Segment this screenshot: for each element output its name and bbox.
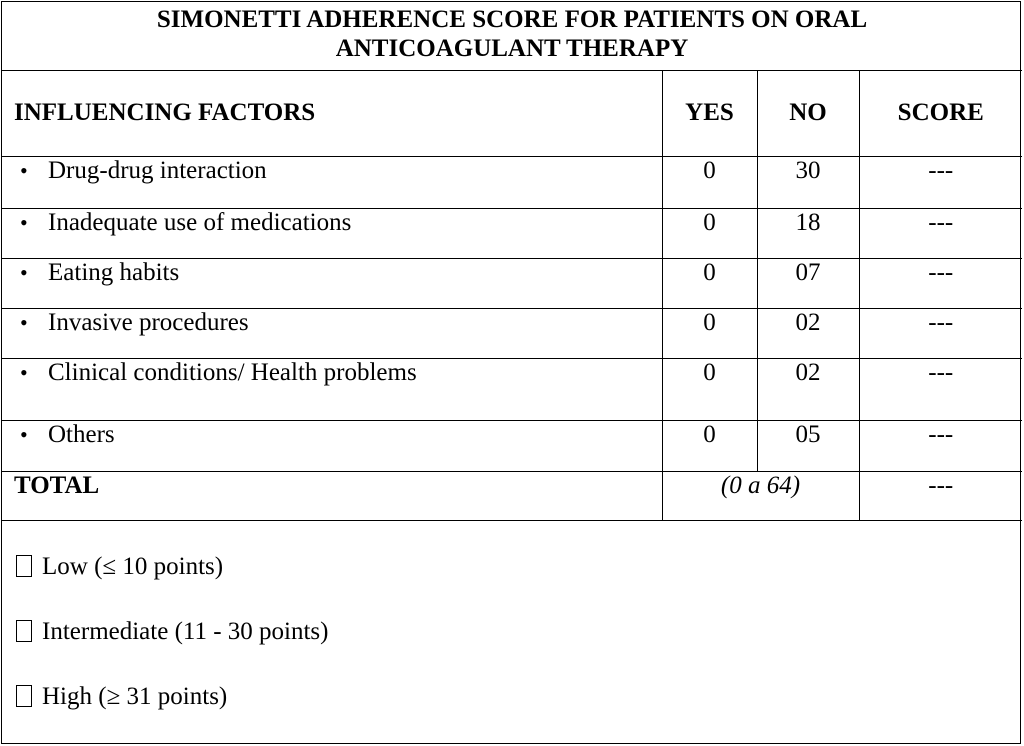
bullet-icon: • [20,360,28,385]
table-row [2,209,1022,259]
yes-cell: 0 [662,421,757,472]
legend-label: Low (≤ 10 points) [42,553,224,580]
yes-cell: 0 [662,157,757,209]
checkbox-box-icon [16,620,32,642]
no-cell: 30 [757,157,859,209]
score-cell: --- [859,157,1022,209]
header-yes: YES [662,71,757,157]
factor-cell [2,157,662,209]
factor-label: Clinical conditions/ Health problems [48,359,417,386]
score-cell: --- [859,259,1022,309]
factor-label: Eating habits [48,259,180,286]
yes-cell: 0 [662,209,757,259]
yes-cell: 0 [662,359,757,421]
no-cell: 02 [757,309,859,359]
table-row [2,421,1022,472]
factor-label: Inadequate use of medications [48,209,352,236]
table-row [2,157,1022,209]
legend-item-low [16,547,1020,612]
no-cell: 02 [757,359,859,421]
factor-label: Invasive procedures [48,309,249,336]
table-title [2,2,1022,71]
legend-label: Intermediate (11 - 30 points) [42,618,329,645]
total-score: --- [859,472,1022,521]
header-score: SCORE [859,71,1022,157]
factor-label: Others [48,421,115,448]
header-row [2,71,1022,157]
table-row [2,259,1022,309]
factor-cell [2,421,662,472]
bullet-icon: • [20,260,28,285]
yes-cell: 0 [662,259,757,309]
checkbox-box-icon [16,685,32,707]
legend-label: High (≥ 31 points) [42,683,228,710]
score-cell: --- [859,421,1022,472]
table-title-line-2: ANTICOAGULANT THERAPY [335,34,689,62]
no-cell: 05 [757,421,859,472]
checkbox-box-icon [16,555,32,577]
factor-label: Drug-drug interaction [48,157,267,184]
adherence-score-table [2,2,1022,521]
table-row [2,309,1022,359]
table-row [2,359,1022,421]
score-table-frame [1,1,1021,744]
bullet-icon: • [20,422,28,447]
bullet-icon: • [20,310,28,335]
factor-cell [2,359,662,421]
score-cell: --- [859,309,1022,359]
bullet-icon: • [20,210,28,235]
score-legend [2,521,1020,742]
score-cell: --- [859,359,1022,421]
no-cell: 18 [757,209,859,259]
header-influencing-factors: INFLUENCING FACTORS [2,71,662,157]
title-row [2,2,1022,71]
total-row [2,472,1022,521]
total-label: TOTAL [2,472,662,521]
no-cell: 07 [757,259,859,309]
score-cell: --- [859,209,1022,259]
factor-cell [2,209,662,259]
bullet-icon: • [20,158,28,183]
table-title-line-1: SIMONETTI ADHERENCE SCORE FOR PATIENTS ON ORAL [156,6,868,33]
legend-item-high [16,677,1020,742]
yes-cell: 0 [662,309,757,359]
factor-cell [2,259,662,309]
legend-item-intermediate [16,612,1020,677]
header-no: NO [757,71,859,157]
total-range: (0 a 64) [662,472,859,521]
factor-cell [2,309,662,359]
